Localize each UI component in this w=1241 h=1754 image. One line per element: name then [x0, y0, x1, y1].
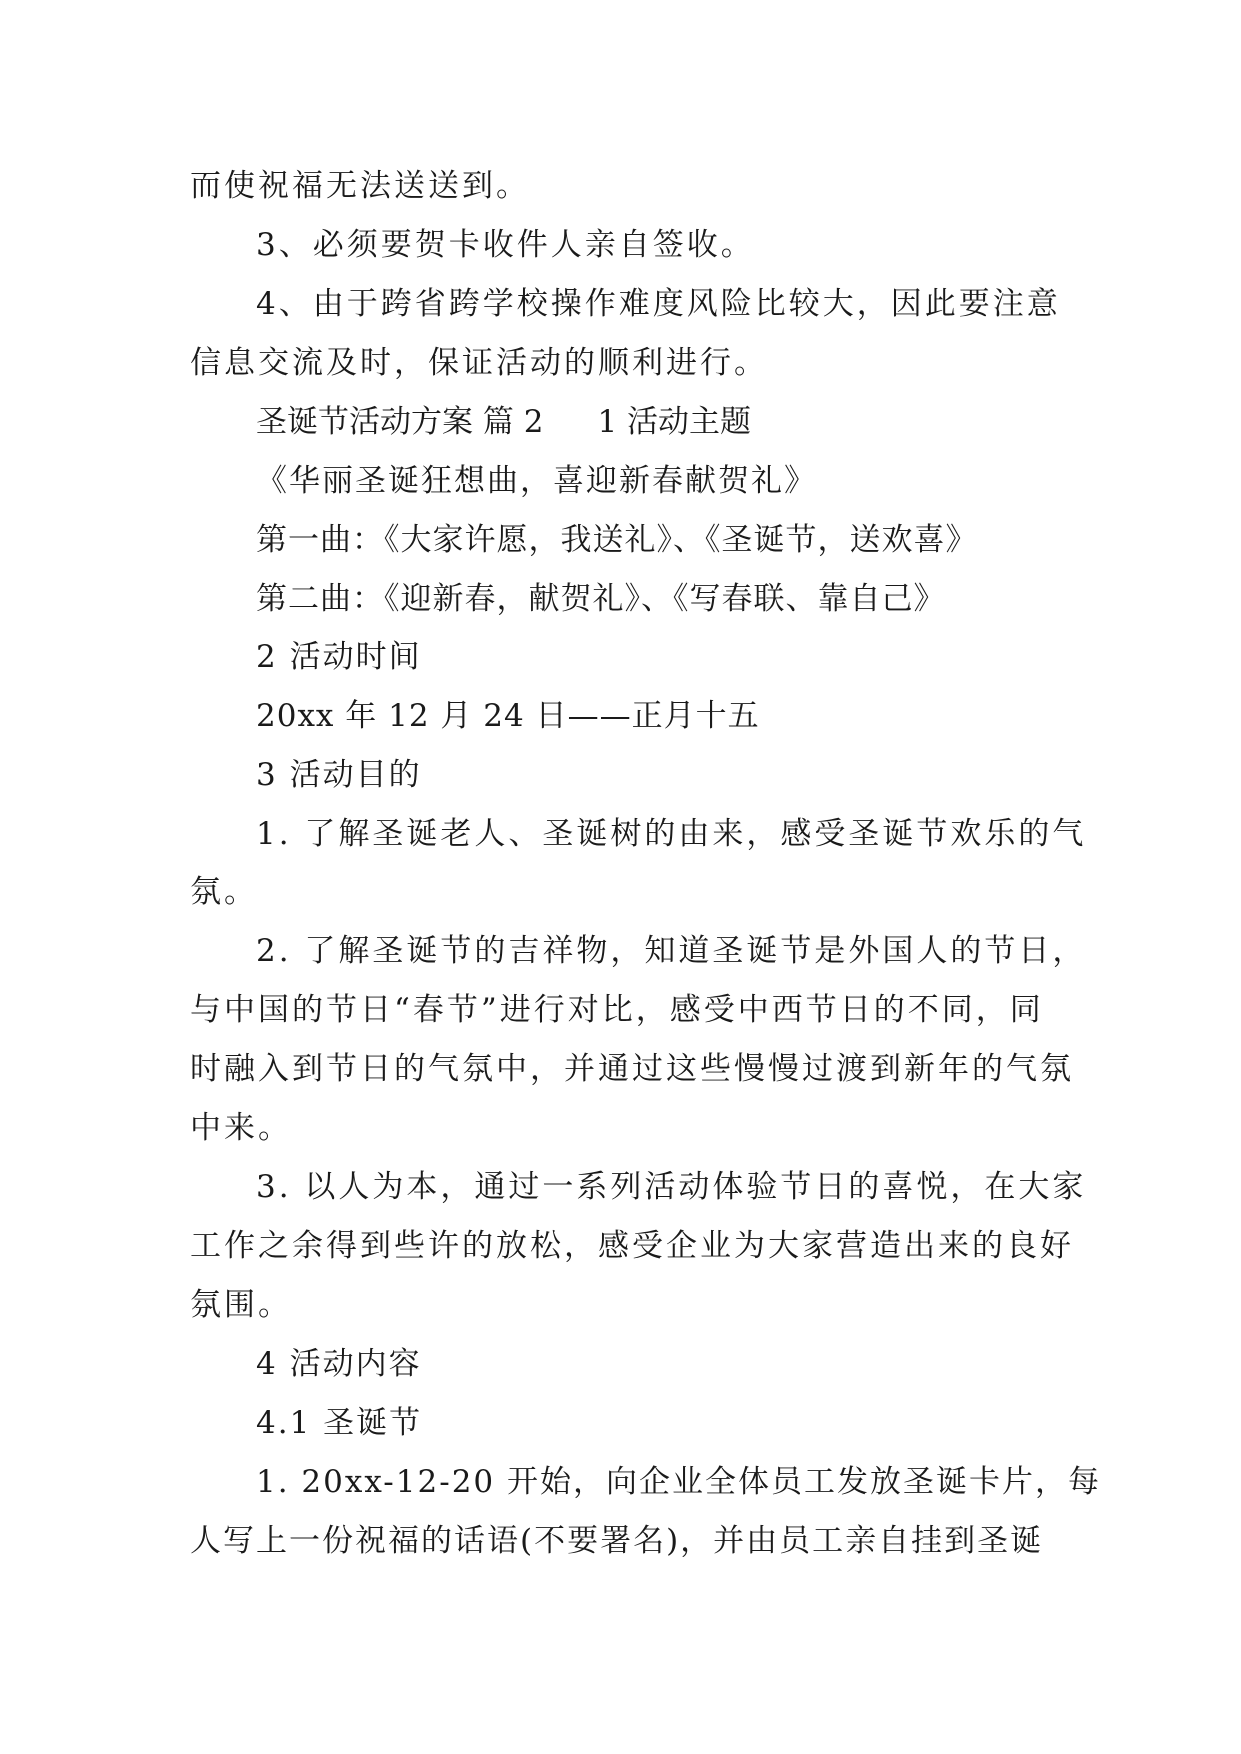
paragraph-line: 信息交流及时，保证活动的顺利进行。 — [190, 345, 768, 381]
content-item-1: 1. 20xx-12-20 开始，向企业全体员工发放圣诞卡片，每 — [256, 1464, 1101, 1500]
section-heading-theme: 1 活动主题 — [597, 404, 752, 440]
paragraph-line: 氛。 — [190, 874, 258, 910]
section-heading-row — [256, 402, 751, 442]
paragraph-line: 时融入到节日的气氛中，并通过这些慢慢过渡到新年的气氛 — [190, 1051, 1074, 1087]
theme-part-two: 第二曲：《迎新春，献贺礼》、《写春联、靠自己》 — [256, 581, 946, 617]
article-title: 圣诞节活动方案 篇 2 — [256, 404, 544, 440]
paragraph-line: 氛围。 — [190, 1287, 292, 1323]
paragraph-line: 与中国的节日“春节”进行对比，感受中西节日的不同，同 — [190, 992, 1044, 1028]
section-heading-content: 4 活动内容 — [256, 1346, 422, 1382]
paragraph-line: 中来。 — [190, 1110, 292, 1146]
section-heading-purpose: 3 活动目的 — [256, 757, 422, 793]
subsection-heading-christmas: 4.1 圣诞节 — [256, 1405, 423, 1441]
list-item-3: 3、必须要贺卡收件人亲自签收。 — [256, 227, 755, 263]
purpose-item-3: 3. 以人为本，通过一系列活动体验节日的喜悦，在大家 — [256, 1169, 1087, 1205]
purpose-item-1: 1. 了解圣诞老人、圣诞树的由来，感受圣诞节欢乐的气 — [256, 816, 1087, 852]
activity-date: 20xx 年 12 月 24 日——正月十五 — [256, 698, 760, 734]
paragraph-line: 人写上一份祝福的话语(不要署名)，并由员工亲自挂到圣诞 — [190, 1523, 1044, 1559]
paragraph-line: 工作之余得到些许的放松，感受企业为大家营造出来的良好 — [190, 1228, 1074, 1264]
list-item-4: 4、由于跨省跨学校操作难度风险比较大，因此要注意 — [256, 286, 1061, 322]
section-heading-time: 2 活动时间 — [256, 639, 422, 675]
paragraph-line: 而使祝福无法送送到。 — [190, 168, 530, 204]
purpose-item-2: 2. 了解圣诞节的吉祥物，知道圣诞节是外国人的节日， — [256, 933, 1087, 969]
theme-part-one: 第一曲：《大家许愿，我送礼》、《圣诞节，送欢喜》 — [256, 522, 978, 558]
theme-title: 《华丽圣诞狂想曲，喜迎新春献贺礼》 — [256, 463, 817, 499]
